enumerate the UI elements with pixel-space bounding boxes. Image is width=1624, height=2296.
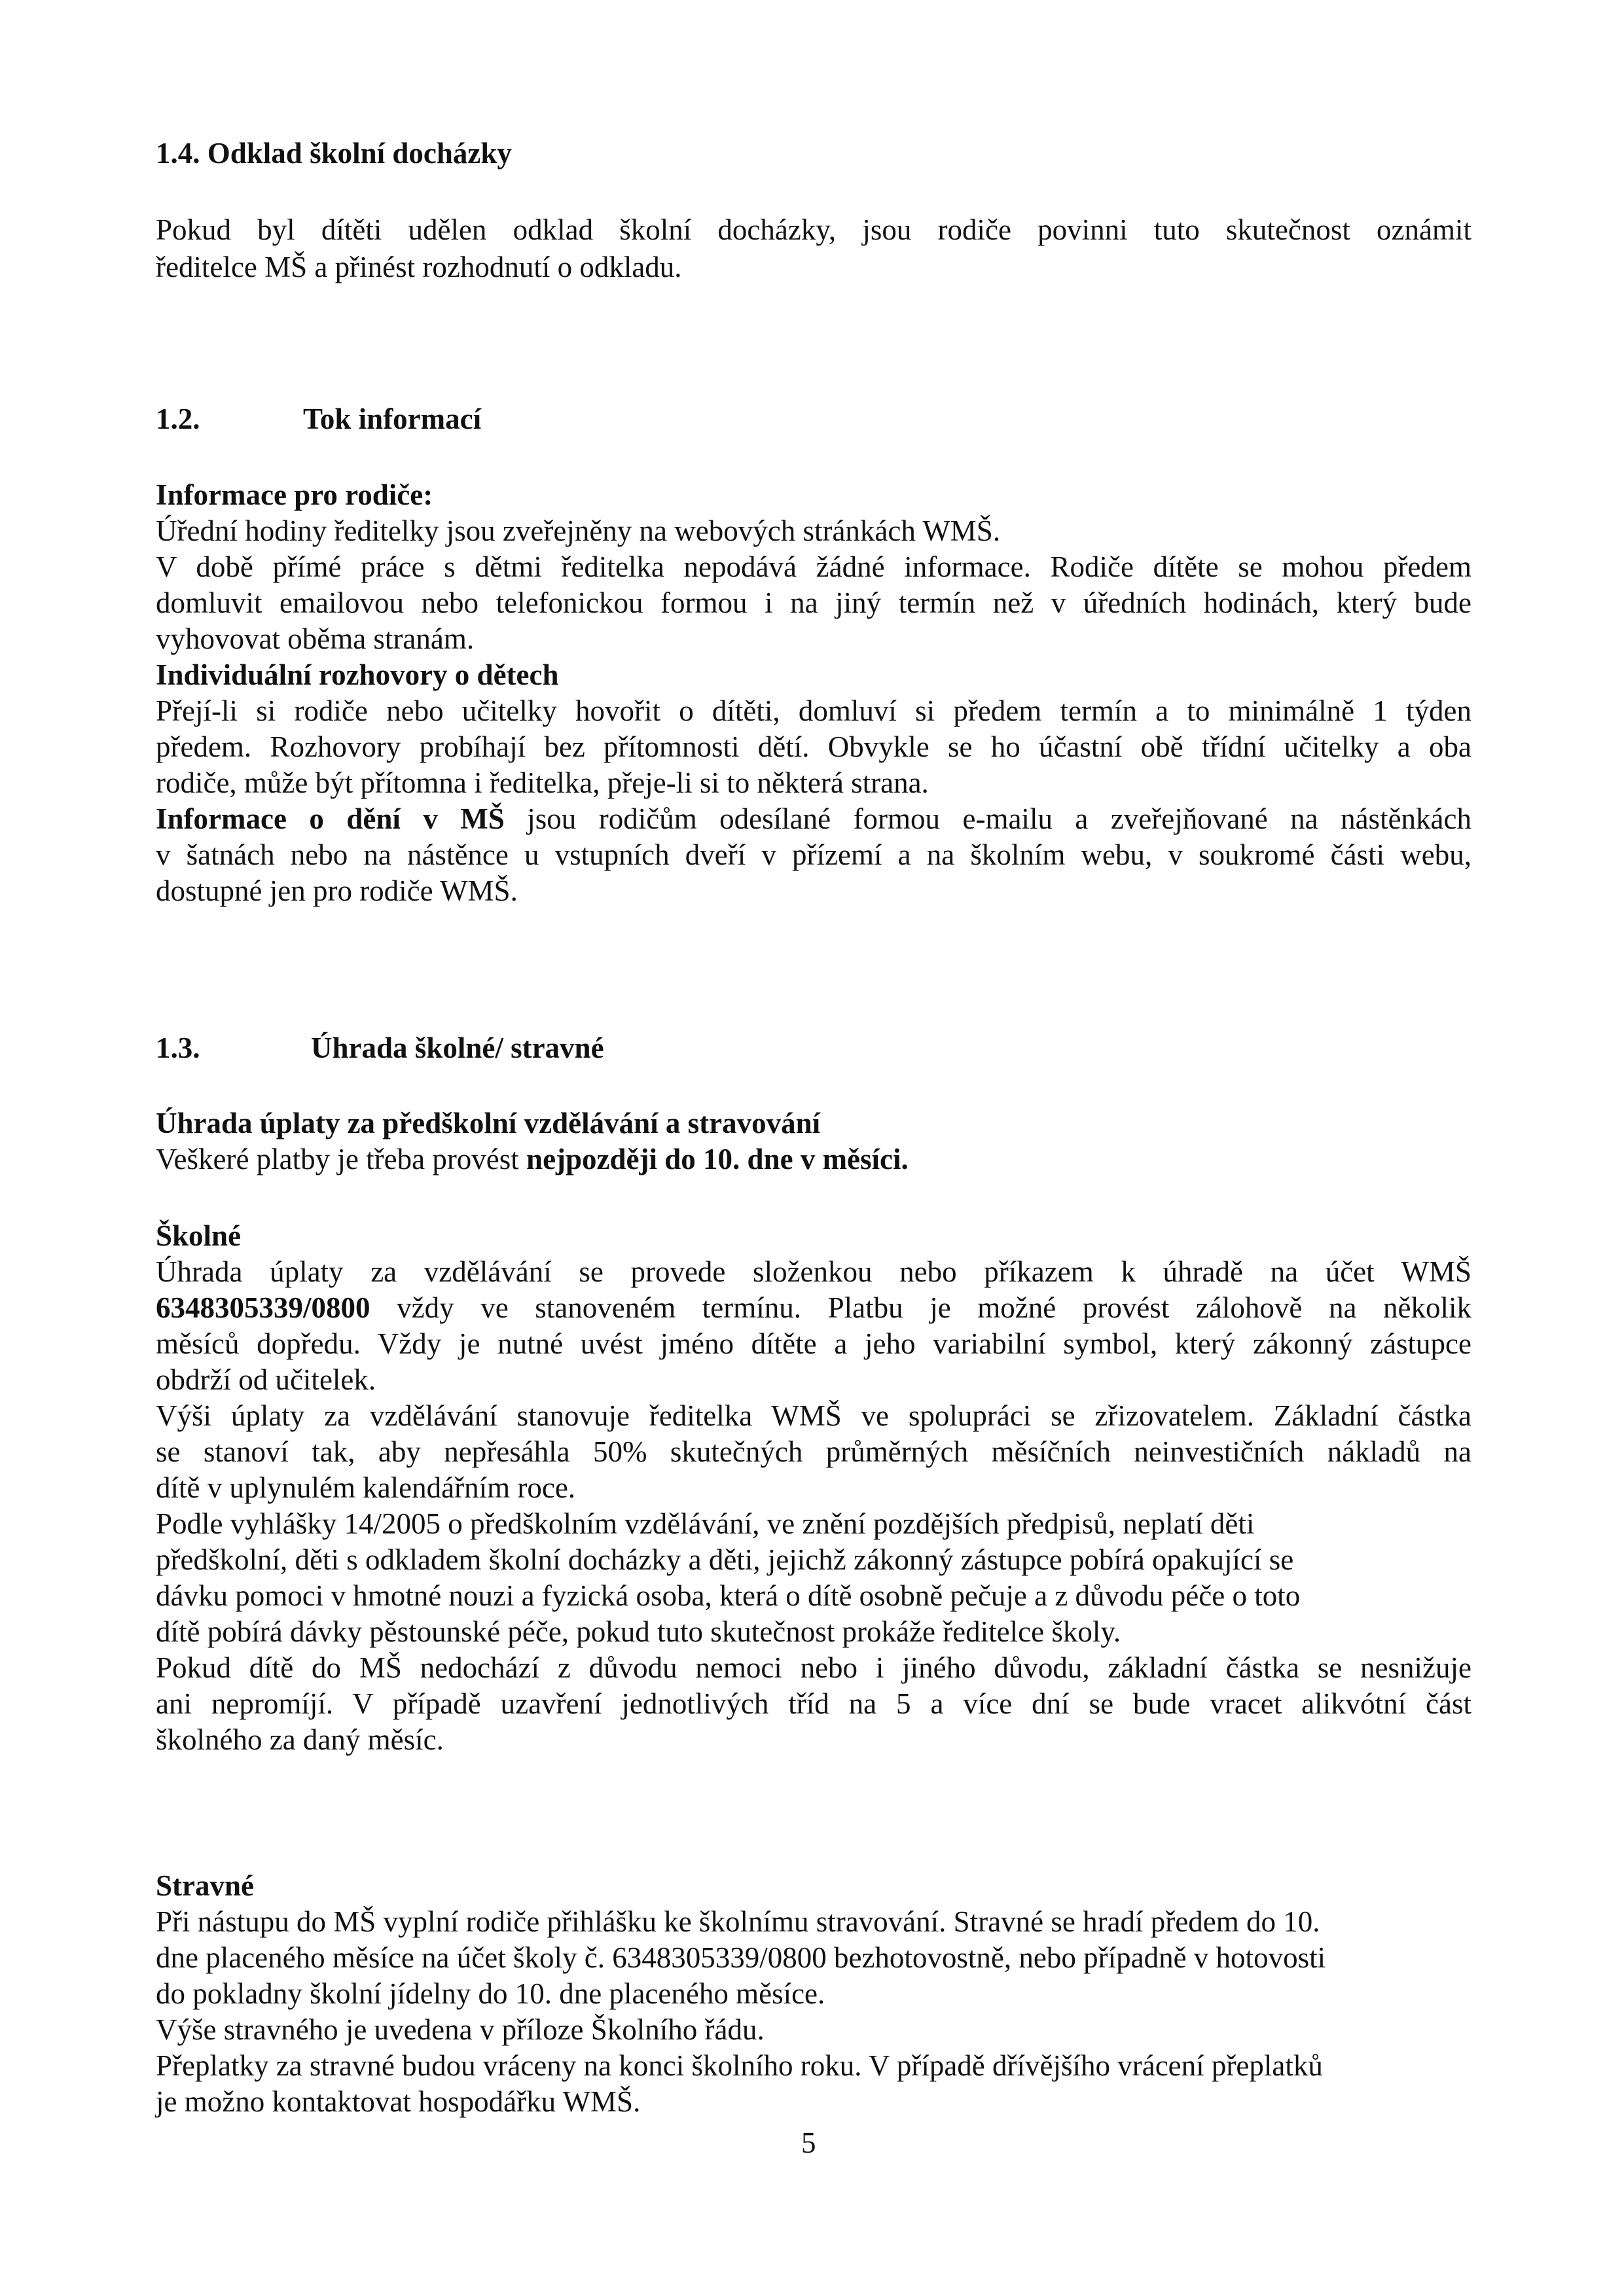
paragraph-line: se stanoví tak, aby nepřesáhla 50% skutečných průměrných měsíčních neinvestičních nákladů na [156, 1435, 1471, 1468]
section-title: Tok informací [303, 403, 482, 435]
paragraph-line: dítě pobírá dávky pěstounské péče, pokud tuto skutečnost prokáže ředitelce školy. [156, 1615, 1121, 1648]
subheading: Informace pro rodiče: [156, 478, 433, 511]
section-heading-1-4 [156, 135, 1471, 172]
paragraph-line: dávku pomoci v hmotné nouzi a fyzická osoba, která o dítě osobně pečuje a z důvodu péče o toto [156, 1579, 1301, 1612]
paragraph-line: rodiče, může být přítomna i ředitelka, přeje-li si to některá strana. [156, 766, 929, 799]
paragraph-line: Pokud byl dítěti udělen odklad školní docházky, jsou rodiče povinni tuto skutečnost oznámit [156, 213, 1471, 246]
paragraph-line: dostupné jen pro rodiče WMŠ. [156, 874, 518, 907]
inline-bold-text: 6348305339/0800 [156, 1291, 370, 1324]
paragraph-line: Úhrada úplaty za vzdělávání se provede složenkou nebo příkazem k úhradě na účet WMŠ [156, 1255, 1471, 1288]
paragraph-line: Přejí-li si rodiče nebo učitelky hovořit o dítěti, domluví si předem termín a to minimálně 1 týden [156, 694, 1471, 727]
subheading: Individuální rozhovory o dětech [156, 658, 559, 691]
paragraph-line [156, 1289, 1471, 1327]
paragraph-line: ředitelce MŠ a přinést rozhodnutí o odkladu. [156, 251, 682, 283]
paragraph-line: dítě v uplynulém kalendářním roce. [156, 1471, 576, 1504]
paragraph-line: ani nepromíjí. V případě uzavření jednotlivých tříd na 5 a více dní se bude vracet alikvótní část [156, 1687, 1471, 1720]
paragraph-line: Při nástupu do MŠ vyplní rodiče přihlášku ke školnímu stravování. Stravné se hradí předem do 10. [156, 1905, 1320, 1938]
inline-text: vždy ve stanoveném termínu. Platbu je možné provést zálohově na několik [370, 1291, 1471, 1324]
section-number: 1.3. [156, 1031, 200, 1064]
paragraph-line: do pokladny školní jídelny do 10. dne placeného měsíce. [156, 1977, 825, 2010]
paragraph-line: Přeplatky za stravné budou vráceny na konci školního roku. V případě dřívějšího vrácení přeplatků [156, 2049, 1323, 2082]
paragraph-line: předem. Rozhovory probíhají bez přítomnosti dětí. Obvykle se ho účastní obě třídní učitelky a oba [156, 730, 1471, 763]
paragraph-line: domluvit emailovou nebo telefonickou formou i na jiný termín než v úředních hodinách, který bude [156, 586, 1471, 619]
section-heading-1-2 [156, 401, 1471, 438]
inline-text: Veškeré platby je třeba provést [156, 1143, 527, 1175]
subheading: Úhrada úplaty za předškolní vzdělávání a stravování [156, 1107, 821, 1139]
paragraph-line: Podle vyhlášky 14/2005 o předškolním vzdělávání, ve znění pozdějších předpisů, neplatí děti [156, 1507, 1255, 1540]
paragraph-line: dne placeného měsíce na účet školy č. 6348305339/0800 bezhotovostně, nebo případně v hotovosti [156, 1941, 1326, 1974]
paragraph-line: měsíců dopředu. Vždy je nutné uvést jméno dítěte a jeho variabilní symbol, který zákonný zástupce [156, 1327, 1471, 1360]
inline-text: jsou rodičům odesílané formou e-mailu a zveřejňované na nástěnkách [504, 802, 1471, 835]
subheading: Stravné [156, 1869, 254, 1902]
paragraph-line [156, 1141, 1471, 1178]
page-number: 5 [801, 2126, 816, 2159]
paragraph-line: je možno kontaktovat hospodářku WMŠ. [156, 2085, 641, 2118]
paragraph-line: Výše stravného je uvedena v příloze Školního řádu. [156, 2013, 765, 2046]
section-heading-1-3 [156, 1030, 1471, 1067]
section-number: 1.4. [156, 137, 200, 170]
paragraph-line: vyhovovat oběma stranám. [156, 622, 475, 655]
paragraph-line: školného za daný měsíc. [156, 1723, 444, 1756]
section-title: Odklad školní docházky [207, 137, 512, 170]
paragraph-line: Pokud dítě do MŠ nedochází z důvodu nemoci nebo i jiného důvodu, základní částka se nesnižuje [156, 1651, 1471, 1684]
section-title: Úhrada školné/ stravné [311, 1031, 604, 1064]
paragraph-line: Výši úplaty za vzdělávání stanovuje ředitelka WMŠ ve spolupráci se zřizovatelem. Základní částka [156, 1399, 1471, 1432]
paragraph-line [156, 800, 1471, 838]
paragraph-line: v šatnách nebo na nástěnce u vstupních dveří v přízemí a na školním webu, v soukromé části webu, [156, 838, 1471, 871]
subheading: Školné [156, 1219, 242, 1252]
inline-bold-text: nejpozději do 10. dne v měsíci. [526, 1143, 909, 1175]
section-number: 1.2. [156, 403, 200, 435]
paragraph-line: V době přímé práce s dětmi ředitelka nepodává žádné informace. Rodiče dítěte se mohou předem [156, 550, 1471, 583]
paragraph-line: předškolní, děti s odkladem školní docházky a děti, jejichž zákonný zástupce pobírá opakující se [156, 1543, 1294, 1576]
paragraph-line: Úřední hodiny ředitelky jsou zveřejněny na webových stránkách WMŠ. [156, 514, 1001, 547]
paragraph-line: obdrží od učitelek. [156, 1363, 376, 1396]
inline-bold-text: Informace o dění v MŠ [156, 802, 505, 835]
